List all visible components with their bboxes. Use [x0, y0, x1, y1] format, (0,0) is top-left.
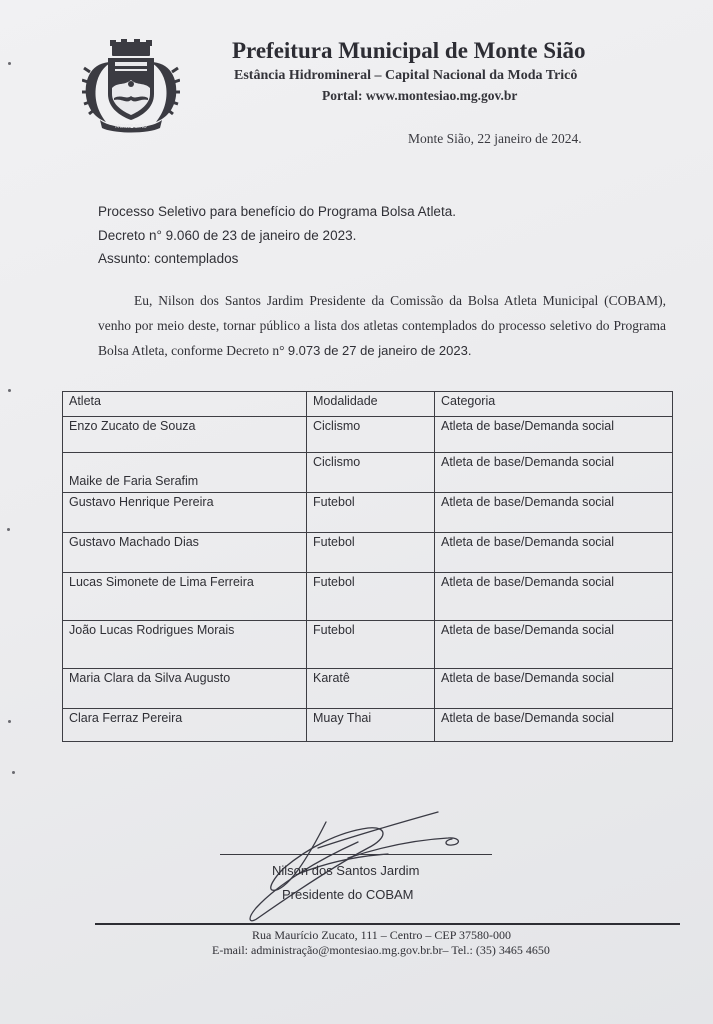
athlete-category: Atleta de base/Demanda social [435, 417, 673, 453]
athlete-modality: Muay Thai [307, 709, 435, 742]
footer-address: Rua Maurício Zucato, 111 – Centro – CEP 37580-000 [252, 928, 511, 942]
footer-divider [95, 923, 680, 925]
signatory-role: Presidente do COBAM [282, 887, 414, 902]
table-header-modality: Modalidade [307, 392, 435, 417]
subject-line-matter: Assunto: contemplados [98, 251, 239, 266]
document-header-subtitle: Estância Hidromineral – Capital Nacional da Moda Tricô [234, 68, 578, 83]
subject-line-process: Processo Seletivo para benefício do Programa Bolsa Atleta. [98, 204, 456, 219]
athlete-category: Atleta de base/Demanda social [435, 533, 673, 573]
margin-speck [8, 389, 11, 392]
athlete-name: Enzo Zucato de Souza [63, 417, 307, 453]
body-decree-reference: 9.073 de 27 de janeiro de 2023. [287, 343, 472, 358]
subject-line-decree: Decreto n° 9.060 de 23 de janeiro de 2023. [98, 228, 357, 243]
athlete-name: João Lucas Rodrigues Morais [63, 621, 307, 669]
table-header-category: Categoria [435, 392, 673, 417]
athlete-category: Atleta de base/Demanda social [435, 493, 673, 533]
signatory-name: Nilson dos Santos Jardim [272, 863, 420, 878]
athlete-modality: Ciclismo [307, 417, 435, 453]
athlete-category: Atleta de base/Demanda social [435, 453, 673, 493]
table-row [63, 621, 673, 669]
table-row [63, 669, 673, 709]
athlete-name: Gustavo Henrique Pereira [63, 493, 307, 533]
athlete-category: Atleta de base/Demanda social [435, 621, 673, 669]
table-header-row [63, 392, 673, 417]
athlete-name: Maria Clara da Silva Augusto [63, 669, 307, 709]
table-row [63, 453, 673, 493]
athlete-category: Atleta de base/Demanda social [435, 669, 673, 709]
document-date: Monte Sião, 22 janeiro de 2024. [408, 131, 582, 146]
document-header-title: Prefeitura Municipal de Monte Sião [232, 38, 586, 63]
table-row [63, 493, 673, 533]
margin-speck [8, 720, 11, 723]
athlete-category: Atleta de base/Demanda social [435, 573, 673, 621]
athlete-name: Maike de Faria Serafim [63, 453, 307, 493]
table-row [63, 533, 673, 573]
athlete-category: Atleta de base/Demanda social [435, 709, 673, 742]
athlete-name: Lucas Simonete de Lima Ferreira [63, 573, 307, 621]
athlete-modality: Karatê [307, 669, 435, 709]
athlete-modality: Futebol [307, 573, 435, 621]
table-row [63, 573, 673, 621]
municipal-crest-logo [82, 38, 180, 133]
footer-contact: E-mail: administração@montesiao.mg.gov.br.br– Tel.: (35) 3465 4650 [212, 943, 550, 957]
table-header-athlete: Atleta [63, 392, 307, 417]
athletes-table [62, 391, 673, 742]
margin-speck [12, 771, 15, 774]
document-header-portal: Portal: www.montesiao.mg.gov.br [322, 88, 518, 103]
crest-ribbon-text: MONTE SIÃO [115, 124, 147, 130]
table-row [63, 709, 673, 742]
table-row [63, 417, 673, 453]
athlete-name: Gustavo Machado Dias [63, 533, 307, 573]
athlete-modality: Ciclismo [307, 453, 435, 493]
athlete-modality: Futebol [307, 493, 435, 533]
body-paragraph-text: Eu, Nilson dos Santos Jardim Presidente da Comissão da Bolsa Atleta Municipal (COBAM), venho por meio deste, tornar público a lista dos atletas contemplados do processo seletivo do Programa Bolsa Atleta, conforme Decreto n° [98, 293, 666, 358]
margin-speck [8, 62, 11, 65]
margin-speck [7, 528, 10, 531]
athlete-name: Clara Ferraz Pereira [63, 709, 307, 742]
athlete-modality: Futebol [307, 621, 435, 669]
athlete-modality: Futebol [307, 533, 435, 573]
body-paragraph [98, 288, 666, 363]
